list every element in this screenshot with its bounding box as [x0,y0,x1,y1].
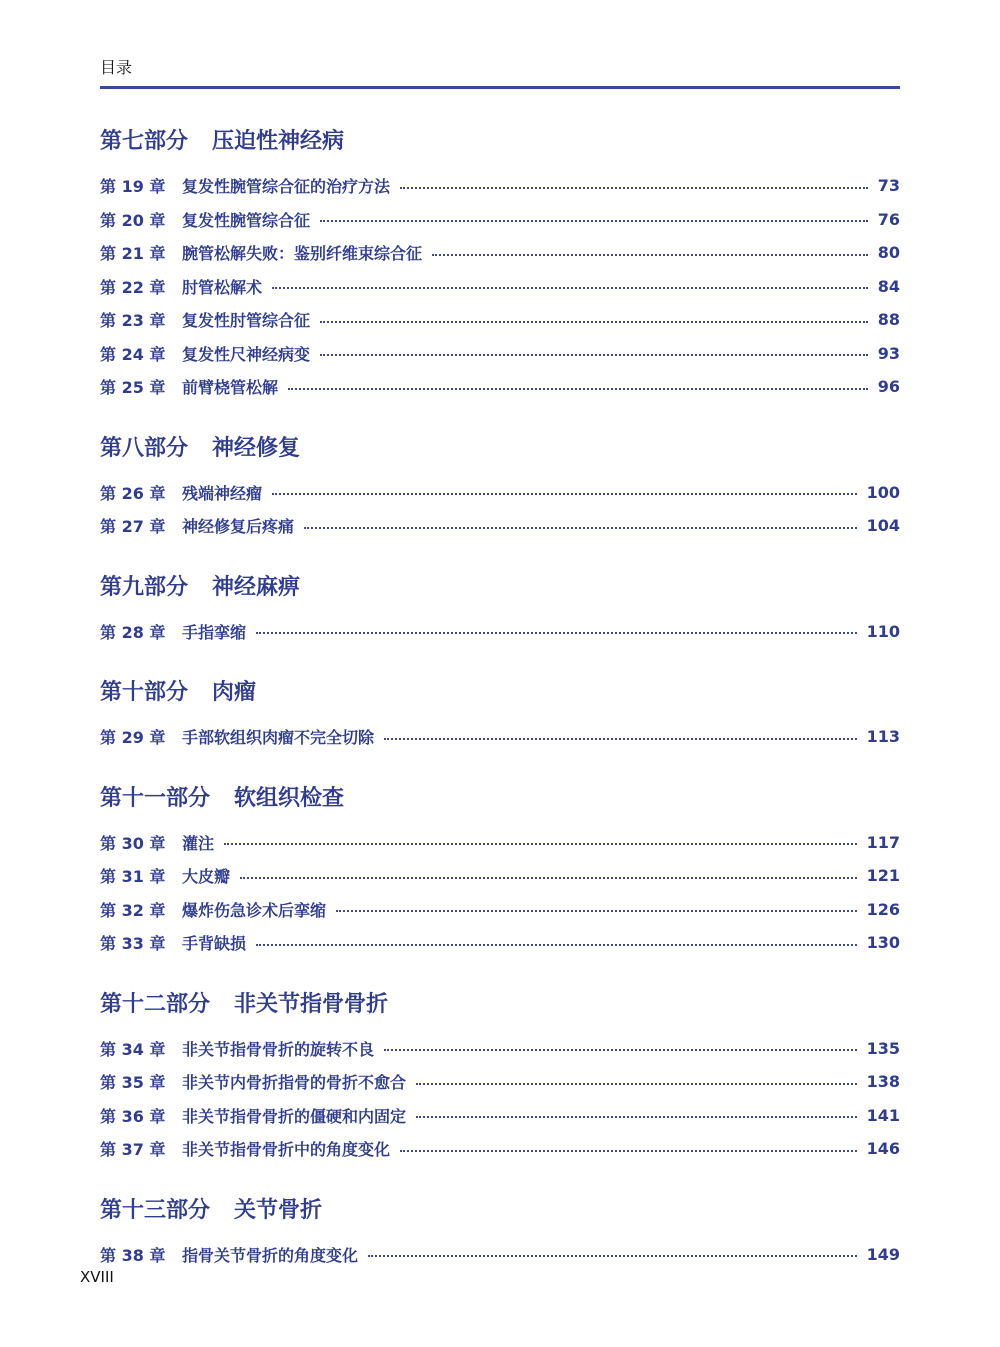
toc-part [100,1194,900,1272]
dot-leader [416,1116,857,1118]
part-number: 第十二部分 [100,991,211,1017]
chapter-number: 第 29 章 [100,728,166,748]
chapter-page: 141 [866,1105,900,1125]
footer-page-number: XVIII [80,1268,114,1286]
toc-entry[interactable] [100,1238,900,1272]
dot-leader [384,1049,857,1051]
dot-leader [240,877,857,879]
chapter-page: 113 [866,727,900,747]
toc-entry[interactable] [100,370,900,404]
chapter-page: 117 [866,832,900,852]
part-number: 第八部分 [100,435,189,461]
dot-leader [400,187,868,189]
chapter-number: 第 22 章 [100,277,166,297]
chapter-page: 76 [877,209,900,229]
dot-leader [224,843,857,845]
chapter-number: 第 23 章 [100,311,166,331]
chapter-title: 腕管松解失败：鉴别纤维束综合征 [182,244,423,264]
part-subtitle: 神经修复 [212,435,301,461]
dot-leader [320,321,868,323]
chapter-number: 第 24 章 [100,344,166,364]
toc-part [100,125,900,404]
chapter-page: 104 [866,516,900,536]
toc-part [100,676,900,754]
chapter-number: 第 25 章 [100,378,166,398]
toc-entry[interactable] [100,1032,900,1066]
table-of-contents [100,125,900,1299]
part-heading [100,571,900,605]
chapter-title: 大皮瓣 [182,867,231,887]
dot-leader [272,493,857,495]
part-subtitle: 非关节指骨骨折 [234,991,389,1017]
chapter-page: 121 [866,866,900,886]
dot-leader [368,1255,857,1257]
toc-entry[interactable] [100,509,900,543]
toc-entry[interactable] [100,1132,900,1166]
part-number: 第十一部分 [100,785,211,811]
chapter-number: 第 28 章 [100,622,166,642]
chapter-number: 第 37 章 [100,1140,166,1160]
chapter-number: 第 26 章 [100,483,166,503]
part-subtitle: 肉瘤 [212,680,257,705]
toc-entry[interactable] [100,893,900,927]
chapter-page: 93 [877,343,900,363]
part-number: 第十部分 [100,680,189,705]
chapter-title: 复发性尺神经病变 [182,344,311,364]
dot-leader [400,1150,857,1152]
chapter-number: 第 27 章 [100,517,166,537]
part-subtitle: 软组织检查 [234,785,345,811]
toc-entry[interactable] [100,169,900,203]
chapter-page: 84 [877,276,900,296]
chapter-number: 第 35 章 [100,1073,166,1093]
chapter-title: 手部软组织肉瘤不完全切除 [182,728,375,748]
dot-leader [288,388,868,390]
chapter-page: 135 [866,1038,900,1058]
toc-entry[interactable] [100,859,900,893]
part-heading [100,1194,900,1228]
chapter-title: 非关节指骨骨折的旋转不良 [182,1039,375,1059]
toc-part [100,571,900,649]
chapter-page: 80 [877,243,900,263]
toc-part [100,988,900,1166]
toc-part [100,432,900,543]
part-number: 第十三部分 [100,1197,211,1223]
part-subtitle: 关节骨折 [234,1197,323,1223]
toc-entry[interactable] [100,1099,900,1133]
chapter-page: 138 [866,1072,900,1092]
header-title: 目录 [100,58,133,77]
chapter-title: 灌注 [182,833,215,853]
toc-part [100,782,900,960]
part-heading [100,676,900,710]
part-heading [100,988,900,1022]
chapter-page: 149 [866,1244,900,1264]
chapter-title: 非关节指骨骨折的僵硬和内固定 [182,1106,407,1126]
chapter-number: 第 36 章 [100,1106,166,1126]
toc-entry[interactable] [100,615,900,649]
dot-leader [304,527,857,529]
chapter-number: 第 32 章 [100,900,166,920]
chapter-page: 110 [866,621,900,641]
part-subtitle: 神经麻痹 [212,574,301,600]
chapter-title: 手背缺损 [182,934,247,954]
chapter-title: 非关节内骨折指骨的骨折不愈合 [182,1073,407,1093]
chapter-page: 100 [866,482,900,502]
chapter-page: 88 [877,310,900,330]
part-subtitle: 压迫性神经病 [212,129,345,154]
chapter-number: 第 20 章 [100,210,166,230]
chapter-title: 爆炸伤急诊术后挛缩 [182,900,327,920]
chapter-title: 肘管松解术 [182,277,263,297]
part-heading [100,125,900,159]
part-heading [100,782,900,816]
chapter-title: 残端神经瘤 [182,483,263,503]
chapter-number: 第 31 章 [100,867,166,887]
dot-leader [256,632,857,634]
dot-leader [432,254,868,256]
chapter-page: 130 [866,933,900,953]
dot-leader [320,354,868,356]
toc-entry[interactable] [100,826,900,860]
chapter-title: 复发性腕管综合征 [182,210,311,230]
toc-entry[interactable] [100,236,900,270]
dot-leader [384,738,857,740]
part-number: 第七部分 [100,129,189,154]
dot-leader [336,910,857,912]
toc-entry[interactable] [100,720,900,754]
part-number: 第九部分 [100,574,189,600]
chapter-number: 第 38 章 [100,1245,166,1265]
chapter-page: 146 [866,1139,900,1159]
chapter-page: 126 [866,899,900,919]
chapter-number: 第 21 章 [100,244,166,264]
dot-leader [416,1083,857,1085]
dot-leader [272,287,868,289]
toc-entry[interactable] [100,303,900,337]
chapter-number: 第 33 章 [100,934,166,954]
toc-entry[interactable] [100,926,900,960]
chapter-number: 第 19 章 [100,177,166,197]
chapter-title: 复发性腕管综合征的治疗方法 [182,177,391,197]
toc-entry[interactable] [100,476,900,510]
part-heading [100,432,900,466]
chapter-title: 神经修复后疼痛 [182,517,295,537]
toc-entry[interactable] [100,337,900,371]
toc-entry[interactable] [100,1065,900,1099]
page-header [100,58,900,89]
dot-leader [320,220,868,222]
chapter-title: 前臂桡管松解 [182,378,279,398]
chapter-title: 指骨关节骨折的角度变化 [182,1245,359,1265]
chapter-title: 复发性肘管综合征 [182,311,311,331]
chapter-title: 手指挛缩 [182,622,247,642]
chapter-title: 非关节指骨骨折中的角度变化 [182,1140,391,1160]
toc-entry[interactable] [100,270,900,304]
chapter-page: 73 [877,176,900,196]
dot-leader [256,944,857,946]
chapter-number: 第 34 章 [100,1039,166,1059]
chapter-page: 96 [877,377,900,397]
toc-entry[interactable] [100,203,900,237]
chapter-number: 第 30 章 [100,833,166,853]
